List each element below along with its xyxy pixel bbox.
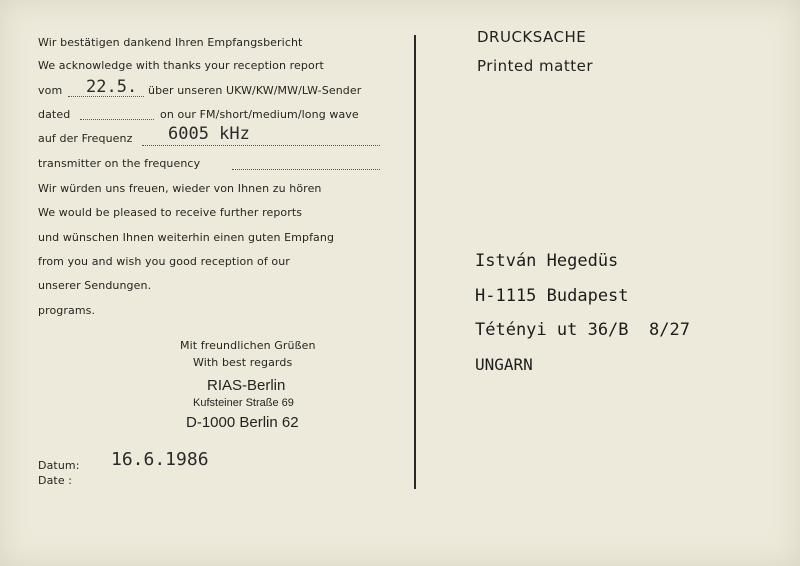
header-printed-matter: Printed matter <box>477 57 593 75</box>
date-value: 16.6.1986 <box>111 449 209 470</box>
recipient-name: István Hegedüs <box>475 251 619 271</box>
reports-line-en: We would be pleased to receive further reports <box>38 206 303 219</box>
header-drucksache: DRUCKSACHE <box>477 28 587 46</box>
sender-line-en: on our FM/short/medium/long wave <box>160 108 359 121</box>
greeting-de: Mit freundlichen Grüßen <box>180 339 316 352</box>
frequency-dotted-line-en <box>232 169 380 170</box>
station-name: RIAS-Berlin <box>207 377 286 394</box>
date-label: Date : <box>38 474 73 487</box>
dated-label: dated <box>38 108 71 121</box>
ack-line-en: We acknowledge with thanks your reception report <box>38 59 324 72</box>
frequency-label-de: auf der Frequenz <box>38 132 133 145</box>
programs-line-de: unserer Sendungen. <box>38 279 152 292</box>
frequency-dotted-line-de <box>142 145 380 146</box>
center-divider <box>414 35 416 489</box>
recipient-country: UNGARN <box>475 355 533 374</box>
dated-dotted-line <box>80 119 154 120</box>
filled-report-date: 22.5. <box>86 77 138 97</box>
frequency-label-en: transmitter on the frequency <box>38 157 201 170</box>
station-street: Kufsteiner Straße 69 <box>193 397 294 409</box>
reception-line-de: und wünschen Ihnen weiterhin einen guten Empfang <box>38 231 335 244</box>
ack-line-de: Wir bestätigen dankend Ihren Empfangsbericht <box>38 36 303 49</box>
reception-line-en: from you and wish you good reception of our <box>38 255 290 268</box>
station-city: D-1000 Berlin 62 <box>186 414 299 431</box>
greeting-en: With best regards <box>193 356 293 369</box>
reports-line-de: Wir würden uns freuen, wieder von Ihnen zu hören <box>38 182 322 195</box>
sender-line-de: über unseren UKW/KW/MW/LW-Sender <box>148 84 362 97</box>
programs-line-en: programs. <box>38 304 96 317</box>
datum-label: Datum: <box>38 459 80 472</box>
recipient-street: Tétényi ut 36/B 8/27 <box>475 320 690 340</box>
vom-label: vom <box>38 84 63 97</box>
filled-frequency: 6005 kHz <box>168 124 250 144</box>
recipient-city: H-1115 Budapest <box>475 286 629 306</box>
